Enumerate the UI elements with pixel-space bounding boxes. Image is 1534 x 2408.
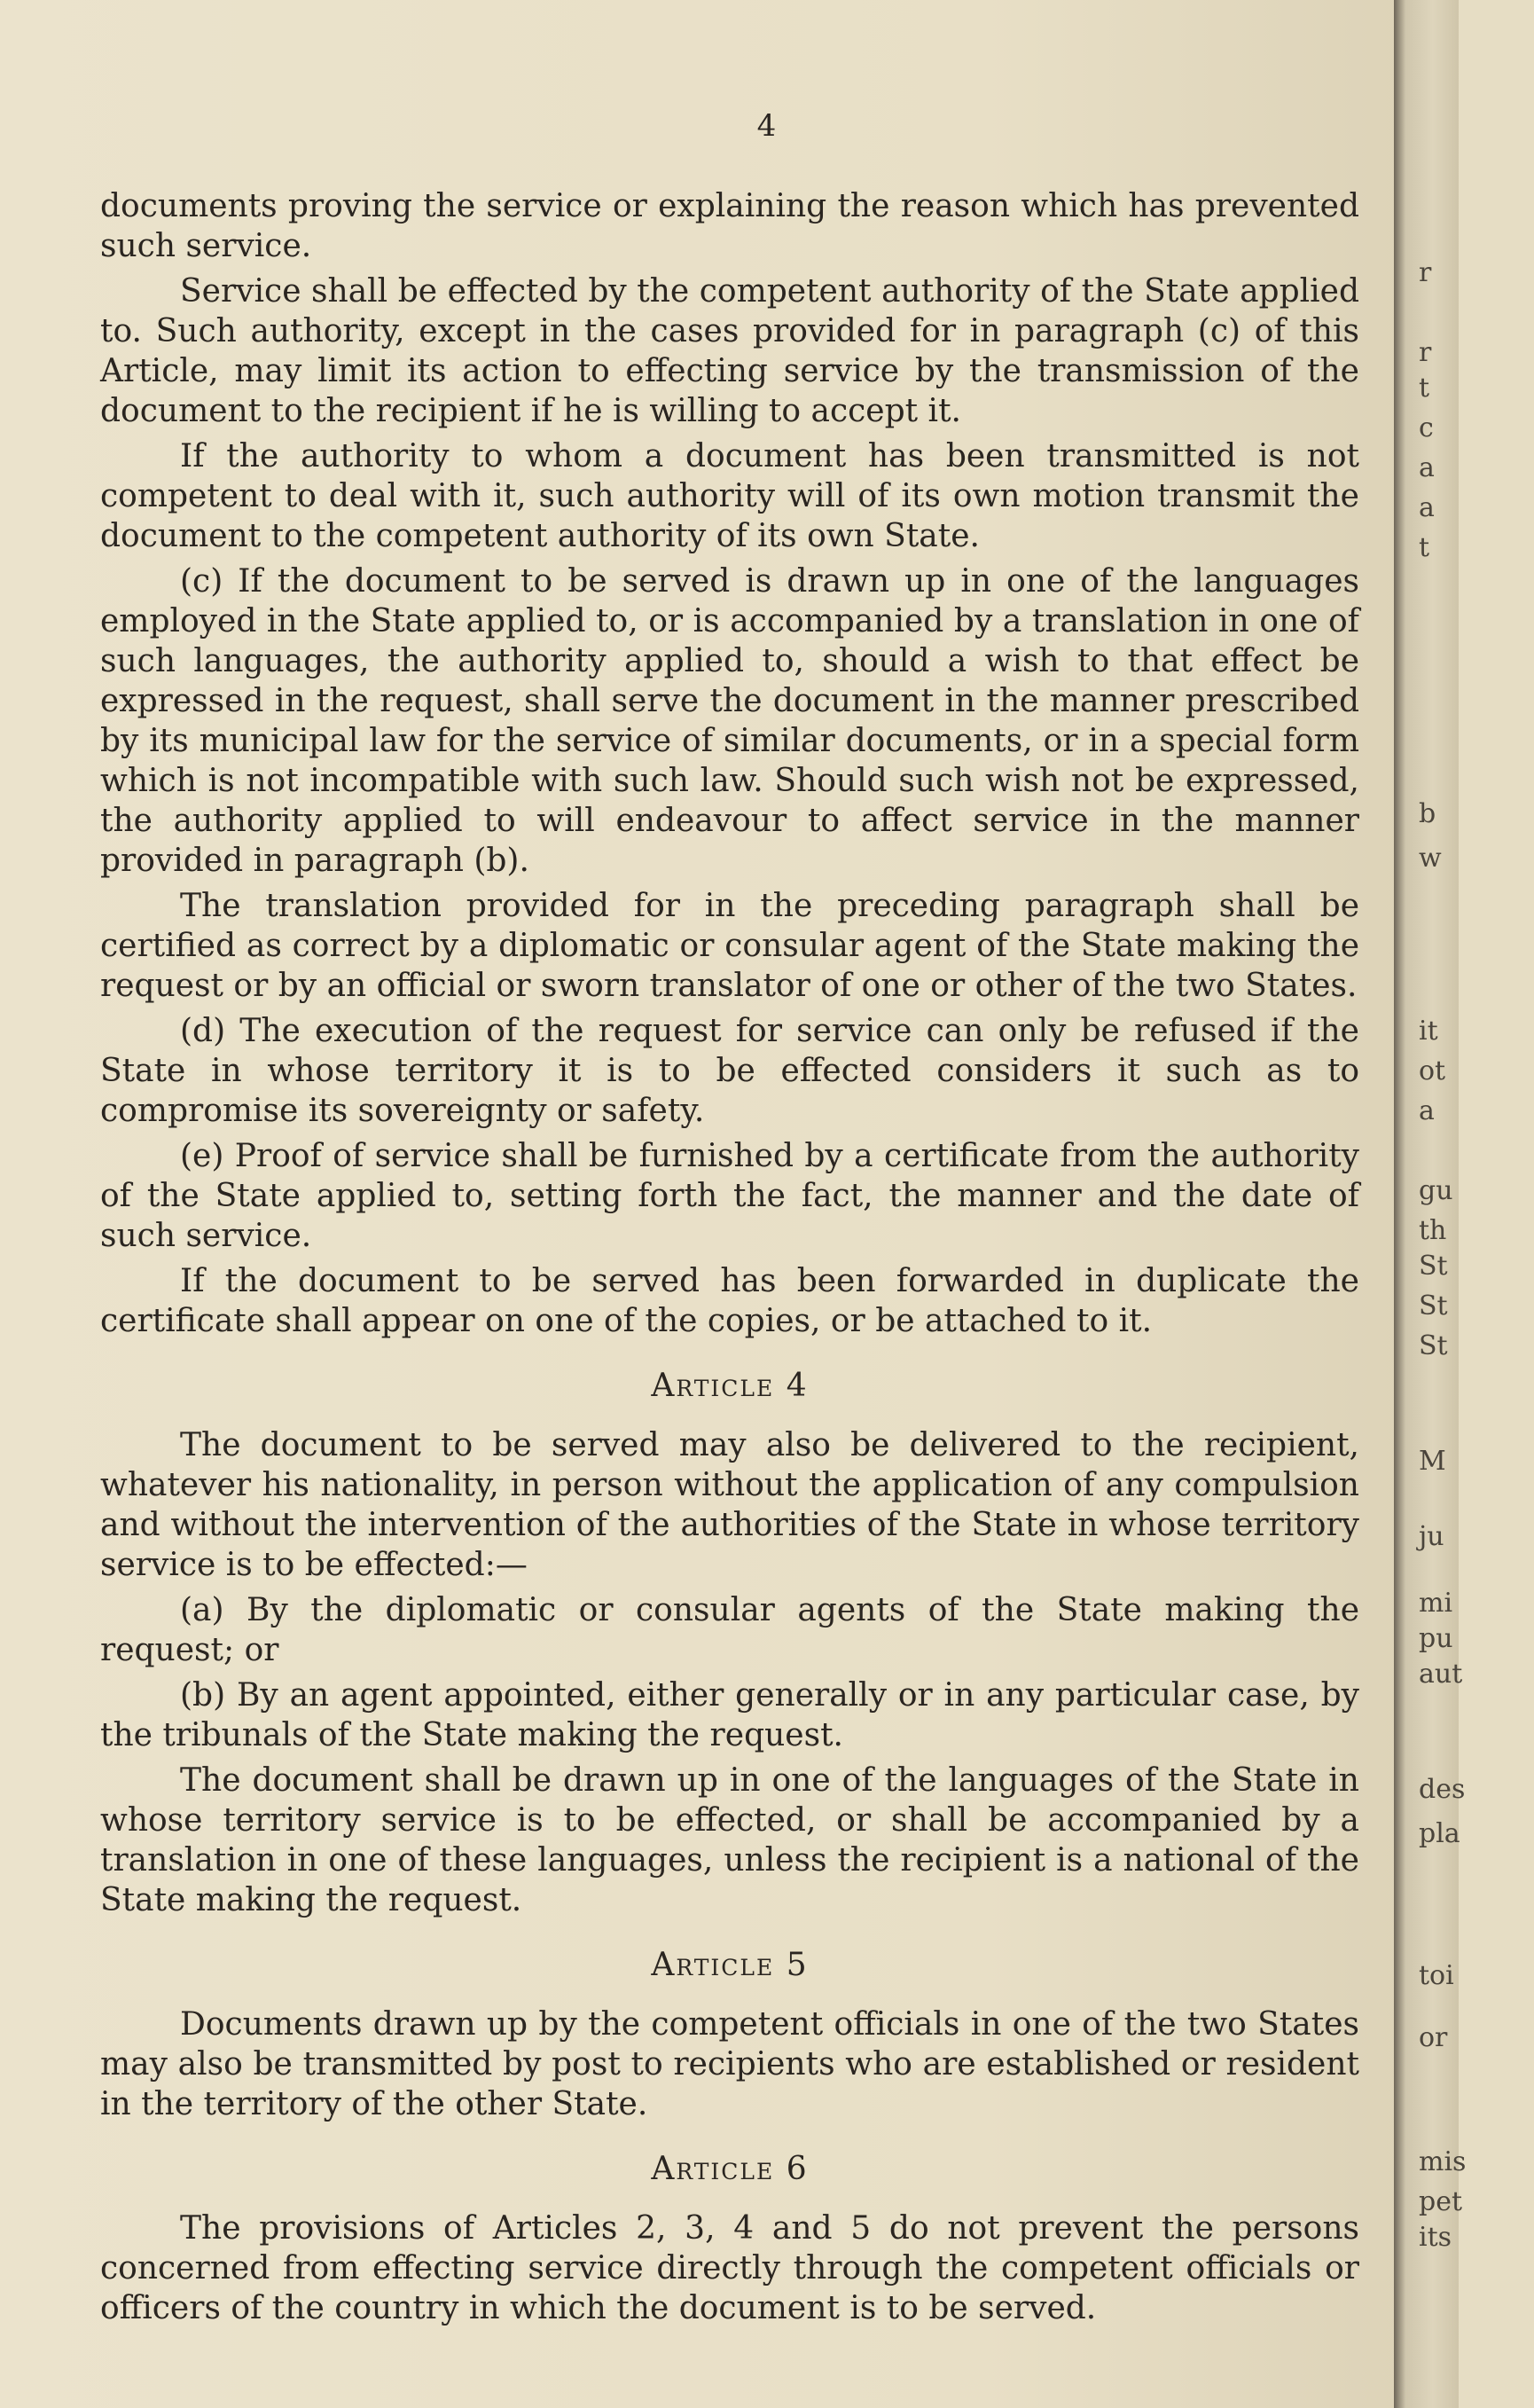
- paragraph: Documents drawn up by the competent officials in one of the two States may also be transmitted by post to recipients who are established or resident in the territory of the other State.: [100, 2006, 1359, 2122]
- facing-page-fragment: t: [1419, 532, 1430, 563]
- facing-page-fragment: c: [1419, 412, 1434, 443]
- facing-page-fragment: its: [1419, 2222, 1452, 2253]
- facing-page-fragment: t: [1419, 373, 1430, 404]
- facing-page-fragment: or: [1419, 2022, 1448, 2053]
- facing-page-fragment: ju: [1419, 1521, 1444, 1552]
- facing-page-fragment: pla: [1419, 1818, 1460, 1849]
- paragraph: The provisions of Articles 2, 3, 4 and 5 do not prevent the persons concerned from effecting service directly through the competent officials or officers of the country in which the document is to be served.: [100, 2210, 1359, 2326]
- document-body: [100, 186, 1359, 2333]
- paragraph: (b) By an agent appointed, either generally or in any particular case, by the tribunals of the State making the request.: [100, 1677, 1359, 1753]
- paragraph: The document to be served may also be delivered to the recipient, whatever his nationality, in person without the application of any compulsion and without the intervention of the authorities of the State in whose territory service is to be effected:—: [100, 1427, 1359, 1583]
- facing-page-edge: [1410, 0, 1467, 2408]
- paragraph: (d) The execution of the request for service can only be refused if the State in whose territory it is to be effected considers it such as to compromise its sovereignty or safety.: [100, 1013, 1359, 1129]
- facing-page-fragment: a: [1419, 452, 1435, 483]
- facing-page-fragment: toi: [1419, 1960, 1454, 1991]
- facing-page-fragment: ot: [1419, 1055, 1446, 1086]
- facing-page-fragment: r: [1419, 337, 1432, 368]
- facing-page-fragment: r: [1419, 257, 1432, 288]
- article-heading: Article 5: [651, 1947, 809, 1983]
- facing-page-fragment: pet: [1419, 2186, 1463, 2217]
- paragraph: documents proving the service or explaining the reason which has prevented such service.: [100, 188, 1359, 264]
- facing-page-fragment: St: [1419, 1330, 1448, 1361]
- facing-page-fragment: gu: [1419, 1175, 1453, 1206]
- facing-page-fragment: mi: [1419, 1588, 1453, 1619]
- facing-page-fragment: a: [1419, 1095, 1435, 1126]
- paragraph: The document shall be drawn up in one of the languages of the State in whose territory service is to be effected, or shall be accompanied by a translation in one of these languages, unless the recipient is a national of the State making the request.: [100, 1762, 1359, 1918]
- facing-page-fragment: it: [1419, 1016, 1438, 1047]
- paragraph: Service shall be effected by the competent authority of the State applied to. Such authority, except in the cases provided for in paragraph (c) of this Article, may limit its action to effecting service by the transmission of the document to the recipient if he is willing to accept it.: [100, 273, 1359, 429]
- facing-page-fragment: aut: [1419, 1659, 1463, 1690]
- facing-page-fragment: b: [1419, 798, 1436, 829]
- paragraph: If the authority to whom a document has been transmitted is not competent to deal with it, such authority will of its own motion transmit the document to the competent authority of its own State.: [100, 438, 1359, 554]
- article-heading: Article 6: [651, 2151, 809, 2187]
- facing-page-fragment: th: [1419, 1215, 1447, 1246]
- facing-page-fragment: w: [1419, 843, 1442, 874]
- paragraph: (c) If the document to be served is drawn up in one of the languages employed in the State applied to, or is accompanied by a translation in one of such languages, the authority applied to, should a wish to that effect be expressed in the request, shall serve the document in the manner prescribed by its municipal law for the service of similar documents, or in a special form which is not incompatible with such law. Should such wish not be expressed, the authority applied to will endeavour to affect service in the manner provided in paragraph (b).: [100, 563, 1359, 879]
- paragraph: If the document to be served has been forwarded in duplicate the certificate shall appear on one of the copies, or be attached to it.: [100, 1263, 1359, 1339]
- facing-page-fragment: des: [1419, 1774, 1466, 1805]
- paragraph: The translation provided for in the preceding paragraph shall be certified as correct by a diplomatic or consular agent of the State making the request or by an official or sworn translator of one or other of the two States.: [100, 888, 1359, 1004]
- article-heading: Article 4: [651, 1368, 809, 1404]
- facing-page-fragment: St: [1419, 1251, 1448, 1282]
- paragraph: (a) By the diplomatic or consular agents of the State making the request; or: [100, 1592, 1359, 1668]
- facing-page-fragment: pu: [1419, 1623, 1453, 1654]
- paragraph: (e) Proof of service shall be furnished by a certificate from the authority of the State applied to, setting forth the fact, the manner and the date of such service.: [100, 1138, 1359, 1254]
- facing-page-fragment: M: [1419, 1446, 1446, 1477]
- facing-page-fragment: St: [1419, 1290, 1448, 1322]
- facing-page-fragment: a: [1419, 492, 1435, 523]
- facing-page-fragment: mis: [1419, 2146, 1467, 2177]
- page-number: 4: [756, 108, 778, 144]
